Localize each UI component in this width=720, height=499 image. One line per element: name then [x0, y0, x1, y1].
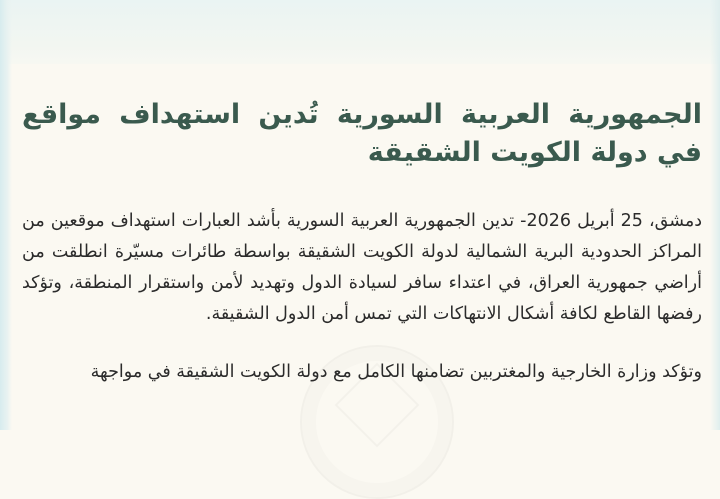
statement-paragraph-1: دمشق، 25 أبريل 2026- تدين الجمهورية العربية السورية بأشد العبارات استهداف موقعين من المراكز الحدودية البرية الشمالية لدولة الكويت الشقيقة بواسطة طائرات مسيّرة انطلقت من أراضي جمهورية العراق، في اعتداء سافر لسيادة الدول وتهديد لأمن واستقرار المنطقة، وتؤكد رفضها القاطع لكافة أشكال الانتهاكات التي تمس أمن الدول الشقيقة. [22, 211, 703, 324]
left-border-stripe [0, 0, 12, 430]
right-border-stripe [710, 0, 720, 430]
statement-body [22, 96, 702, 388]
statement-headline: الجمهورية العربية السورية تُدين استهداف مواقع في دولة الكويت الشقيقة [22, 99, 702, 168]
statement-paragraph-2: وتؤكد وزارة الخارجية والمغتربين تضامنها الكامل مع دولة الكويت الشقيقة في مواجهة [90, 362, 702, 382]
header-band [0, 0, 720, 64]
